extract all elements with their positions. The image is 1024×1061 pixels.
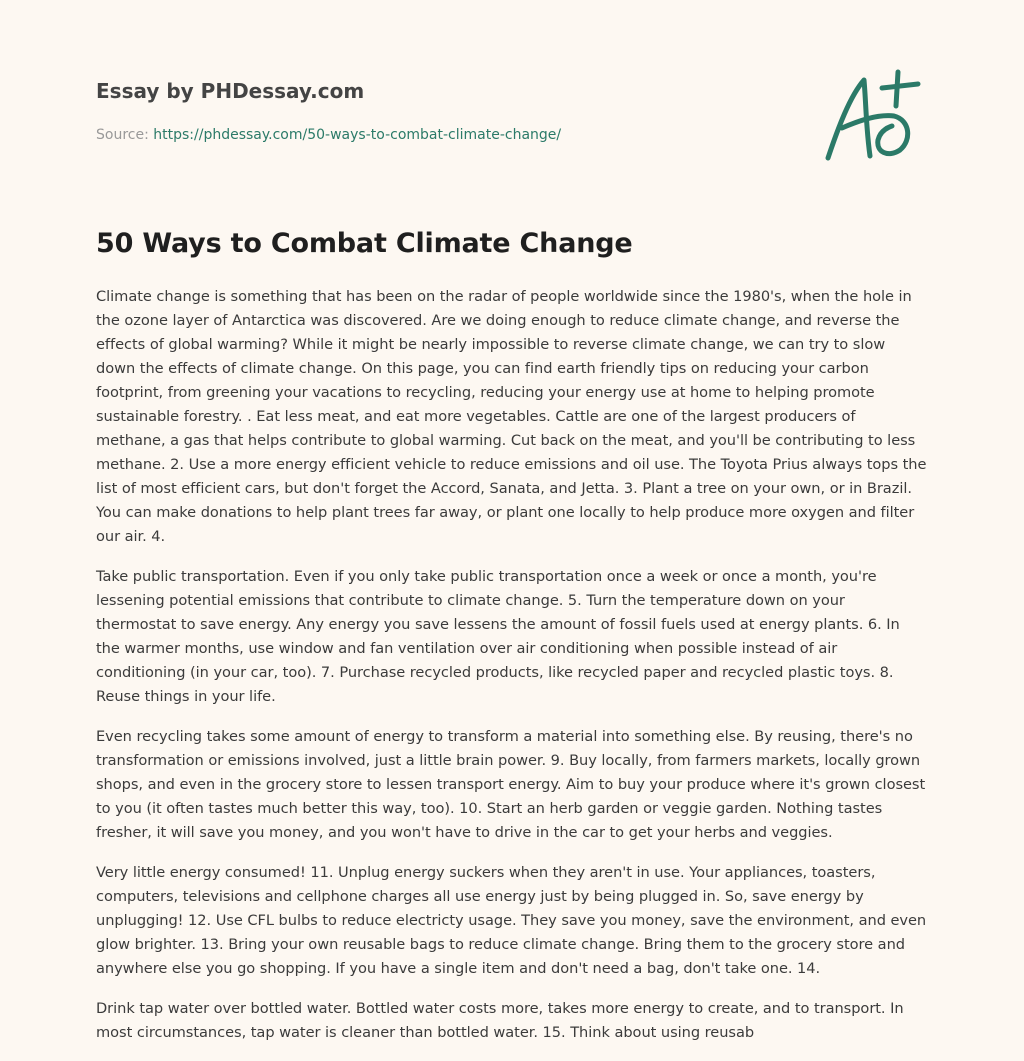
essay-paragraph: Drink tap water over bottled water. Bottled water costs more, takes more energy to create, and to transport. In most circumstances, tap water is cleaner than bottled water. 15. Think about using reusab xyxy=(96,1000,904,1041)
essay-paragraph: Climate change is something that has been on the radar of people worldwide since the 1980's, when the hole in the ozone layer of Antarctica was discovered. Are we doing enough to reduce climate change, and reverse the effects of global warming? While it might be nearly impossible to reverse climate change, we can try to slow down the effects of climate change. On this page, you can find earth friendly tips on reducing your carbon footprint, from greening your vacations to recycling, reducing your energy use at home to helping promote sustainable forestry. . Eat less meat, and eat more vegetables. Cattle are one of the largest producers of methane, a gas that helps contribute to global warming. Cut back on the meat, and you'll be contributing to less methane. 2. Use a more energy efficient vehicle to reduce emissions and oil use. The Toyota Prius always tops the list of most efficient cars, but don't forget the Accord, Sanata, and Jetta. 3. Plant a tree on your own, or in Brazil. You can make donations to help plant trees far away, or plant one locally to help produce more oxygen and filter our air. 4. xyxy=(96,288,927,545)
source-link[interactable]: https://phdessay.com/50-ways-to-combat-climate-change/ xyxy=(153,127,562,143)
essay-title: 50 Ways to Combat Climate Change xyxy=(96,228,633,259)
essay-body xyxy=(96,285,928,1061)
source-label: Source: xyxy=(96,127,154,143)
essay-header xyxy=(96,78,796,144)
essay-paragraph: Take public transportation. Even if you only take public transportation once a week or once a month, you're lessening potential emissions that contribute to climate change. 5. Turn the temperature down on your thermostat to save energy. Any energy you save lessens the amount of fossil fuels used at energy plants. 6. In the warmer months, use window and fan ventilation over air conditioning when possible instead of air conditioning (in your car, too). 7. Purchase recycled products, like recycled paper and recycled plastic toys. 8. Reuse things in your life. xyxy=(96,568,900,705)
essay-paragraph: Very little energy consumed! 11. Unplug energy suckers when they aren't in use. Your appliances, toasters, computers, televisions and cellphone charges all use energy just by being plugged in. So, save energy by unplugging! 12. Use CFL bulbs to reduce electricty usage. They save you money, save the environment, and even glow brighter. 13. Bring your own reusable bags to reduce climate change. Bring them to the grocery store and anywhere else you go shopping. If you have a single item and don't need a bag, don't take one. 14. xyxy=(96,864,927,977)
essay-paragraph: Even recycling takes some amount of energy to transform a material into something else. By reusing, there's no transformation or emissions involved, just a little brain power. 9. Buy locally, from farmers markets, locally grown shops, and even in the grocery store to lessen transport energy. Aim to buy your produce where it's grown closest to you (it often tastes much better this way, too). 10. Start an herb garden or veggie garden. Nothing tastes fresher, it will save you money, and you won't have to drive in the car to get your herbs and veggies. xyxy=(96,728,926,841)
source-line xyxy=(96,126,796,144)
brand-title: Essay by PHDessay.com xyxy=(96,79,365,103)
a-plus-grade-icon xyxy=(820,66,930,166)
